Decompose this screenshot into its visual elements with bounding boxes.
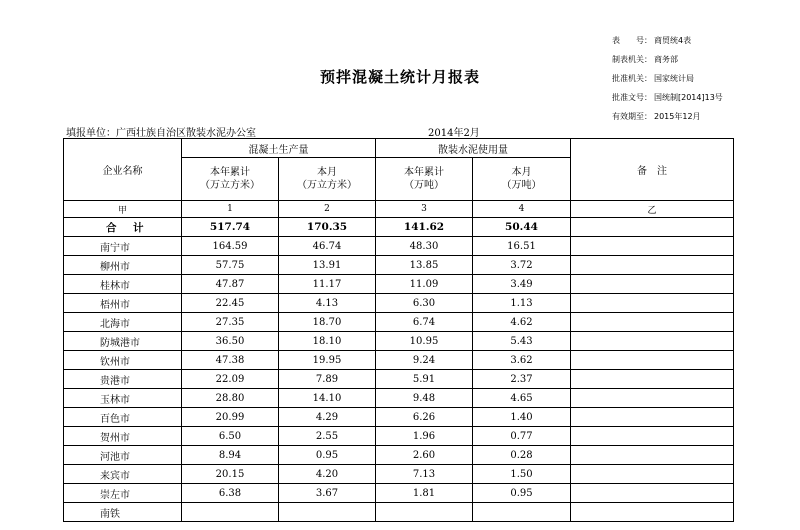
row-value: 4.13 <box>279 294 376 313</box>
row-remark <box>571 484 734 503</box>
header-concrete-output: 混凝土生产量 <box>182 139 376 158</box>
header-bulk-cement-usage: 散装水泥使用量 <box>376 139 571 158</box>
table-row <box>64 484 734 503</box>
meta-value: 商务部 <box>654 55 678 64</box>
row-value: 20.99 <box>182 408 279 427</box>
row-value: 6.30 <box>376 294 473 313</box>
row-value: 47.87 <box>182 275 279 294</box>
total-value: 170.35 <box>279 218 376 237</box>
row-value: 18.10 <box>279 332 376 351</box>
meta-key: 表 号： <box>612 36 652 45</box>
row-value: 6.38 <box>182 484 279 503</box>
row-remark <box>571 370 734 389</box>
row-value: 0.95 <box>473 484 571 503</box>
row-value <box>182 503 279 522</box>
row-value: 2.55 <box>279 427 376 446</box>
index-cell: 2 <box>279 201 376 218</box>
row-remark <box>571 389 734 408</box>
row-value: 57.75 <box>182 256 279 275</box>
row-remark <box>571 332 734 351</box>
row-value: 28.80 <box>182 389 279 408</box>
meta-value: 国家统计局 <box>654 74 694 83</box>
table-row <box>64 427 734 446</box>
row-city-name: 南宁市 <box>64 237 182 256</box>
row-remark <box>571 503 734 522</box>
report-meta <box>612 35 723 130</box>
row-city-name: 来宾市 <box>64 465 182 484</box>
row-value: 2.60 <box>376 446 473 465</box>
row-city-name: 崇左市 <box>64 484 182 503</box>
row-city-name: 梧州市 <box>64 294 182 313</box>
header-concrete-month: 本月 （万立方米） <box>279 158 376 201</box>
row-city-name: 贵港市 <box>64 370 182 389</box>
index-cell: 乙 <box>571 201 734 218</box>
header-remark: 备 注 <box>571 139 734 201</box>
row-remark <box>571 256 734 275</box>
row-value <box>279 503 376 522</box>
row-value: 7.13 <box>376 465 473 484</box>
row-value: 4.29 <box>279 408 376 427</box>
row-value: 6.74 <box>376 313 473 332</box>
row-remark <box>571 408 734 427</box>
index-cell: 1 <box>182 201 279 218</box>
row-value: 2.37 <box>473 370 571 389</box>
row-value: 9.48 <box>376 389 473 408</box>
row-city-name: 柳州市 <box>64 256 182 275</box>
row-value: 47.38 <box>182 351 279 370</box>
meta-key: 批准机关： <box>612 74 652 83</box>
row-value: 0.28 <box>473 446 571 465</box>
row-value: 10.95 <box>376 332 473 351</box>
total-value: 50.44 <box>473 218 571 237</box>
table-row <box>64 294 734 313</box>
meta-key: 批准文号： <box>612 93 652 102</box>
meta-key: 有效期至： <box>612 112 652 121</box>
total-value: 141.62 <box>376 218 473 237</box>
row-value: 7.89 <box>279 370 376 389</box>
row-city-name: 北海市 <box>64 313 182 332</box>
header-cement-month: 本月 （万吨） <box>473 158 571 201</box>
row-value: 48.30 <box>376 237 473 256</box>
row-city-name: 钦州市 <box>64 351 182 370</box>
table-row <box>64 237 734 256</box>
header-row-group <box>64 139 734 158</box>
row-city-name: 贺州市 <box>64 427 182 446</box>
table-row <box>64 256 734 275</box>
row-value: 46.74 <box>279 237 376 256</box>
row-value <box>473 503 571 522</box>
meta-row <box>612 35 723 54</box>
table-row <box>64 370 734 389</box>
row-value: 1.50 <box>473 465 571 484</box>
row-value: 6.50 <box>182 427 279 446</box>
row-city-name: 百色市 <box>64 408 182 427</box>
table-row <box>64 313 734 332</box>
total-remark <box>571 218 734 237</box>
row-remark <box>571 313 734 332</box>
report-title: 预拌混凝土统计月报表 <box>319 68 480 86</box>
meta-row <box>612 92 723 111</box>
header-cement-ytd: 本年累计 （万吨） <box>376 158 473 201</box>
row-value: 16.51 <box>473 237 571 256</box>
row-city-name: 河池市 <box>64 446 182 465</box>
table-row <box>64 275 734 294</box>
total-label: 合 计 <box>64 218 182 237</box>
row-value: 0.77 <box>473 427 571 446</box>
row-value <box>376 503 473 522</box>
row-value: 11.09 <box>376 275 473 294</box>
meta-value: 2015年12月 <box>654 112 701 121</box>
meta-value: 国统制[2014]13号 <box>654 93 723 102</box>
row-value: 19.95 <box>279 351 376 370</box>
row-value: 1.96 <box>376 427 473 446</box>
row-remark <box>571 351 734 370</box>
row-remark <box>571 427 734 446</box>
row-value: 13.91 <box>279 256 376 275</box>
table-row <box>64 389 734 408</box>
row-city-name: 玉林市 <box>64 389 182 408</box>
row-value: 3.49 <box>473 275 571 294</box>
table-row <box>64 465 734 484</box>
row-value: 6.26 <box>376 408 473 427</box>
meta-value: 商贸统4表 <box>654 36 692 45</box>
row-value: 3.62 <box>473 351 571 370</box>
index-cell: 4 <box>473 201 571 218</box>
row-value: 36.50 <box>182 332 279 351</box>
row-value: 1.40 <box>473 408 571 427</box>
table-row <box>64 503 734 522</box>
total-row <box>64 218 734 237</box>
row-value: 9.24 <box>376 351 473 370</box>
row-value: 27.35 <box>182 313 279 332</box>
row-value: 164.59 <box>182 237 279 256</box>
row-value: 5.43 <box>473 332 571 351</box>
row-value: 4.20 <box>279 465 376 484</box>
row-remark <box>571 275 734 294</box>
table-row <box>64 446 734 465</box>
row-value: 3.67 <box>279 484 376 503</box>
statistics-table <box>63 138 734 522</box>
row-city-name: 南铁 <box>64 503 182 522</box>
row-value: 4.62 <box>473 313 571 332</box>
row-value: 0.95 <box>279 446 376 465</box>
row-city-name: 桂林市 <box>64 275 182 294</box>
row-value: 14.10 <box>279 389 376 408</box>
row-value: 11.17 <box>279 275 376 294</box>
table-row <box>64 408 734 427</box>
row-value: 5.91 <box>376 370 473 389</box>
table-row <box>64 332 734 351</box>
row-value: 13.85 <box>376 256 473 275</box>
row-value: 1.13 <box>473 294 571 313</box>
row-value: 18.70 <box>279 313 376 332</box>
meta-row <box>612 111 723 130</box>
row-remark <box>571 237 734 256</box>
meta-key: 制表机关： <box>612 55 652 64</box>
total-value: 517.74 <box>182 218 279 237</box>
row-city-name: 防城港市 <box>64 332 182 351</box>
meta-row <box>612 54 723 73</box>
index-cell: 甲 <box>64 201 182 218</box>
reporting-unit: 填报单位：广西壮族自治区散装水泥办公室 <box>66 128 256 139</box>
table-row <box>64 351 734 370</box>
row-value: 1.81 <box>376 484 473 503</box>
row-value: 22.09 <box>182 370 279 389</box>
row-value: 3.72 <box>473 256 571 275</box>
row-value: 8.94 <box>182 446 279 465</box>
row-remark <box>571 294 734 313</box>
row-value: 22.45 <box>182 294 279 313</box>
meta-row <box>612 73 723 92</box>
row-remark <box>571 465 734 484</box>
index-row <box>64 201 734 218</box>
row-remark <box>571 446 734 465</box>
header-company: 企业名称 <box>64 139 182 201</box>
index-cell: 3 <box>376 201 473 218</box>
row-value: 20.15 <box>182 465 279 484</box>
report-date: 2014年2月 <box>428 128 480 139</box>
header-concrete-ytd: 本年累计 （万立方米） <box>182 158 279 201</box>
row-value: 4.65 <box>473 389 571 408</box>
